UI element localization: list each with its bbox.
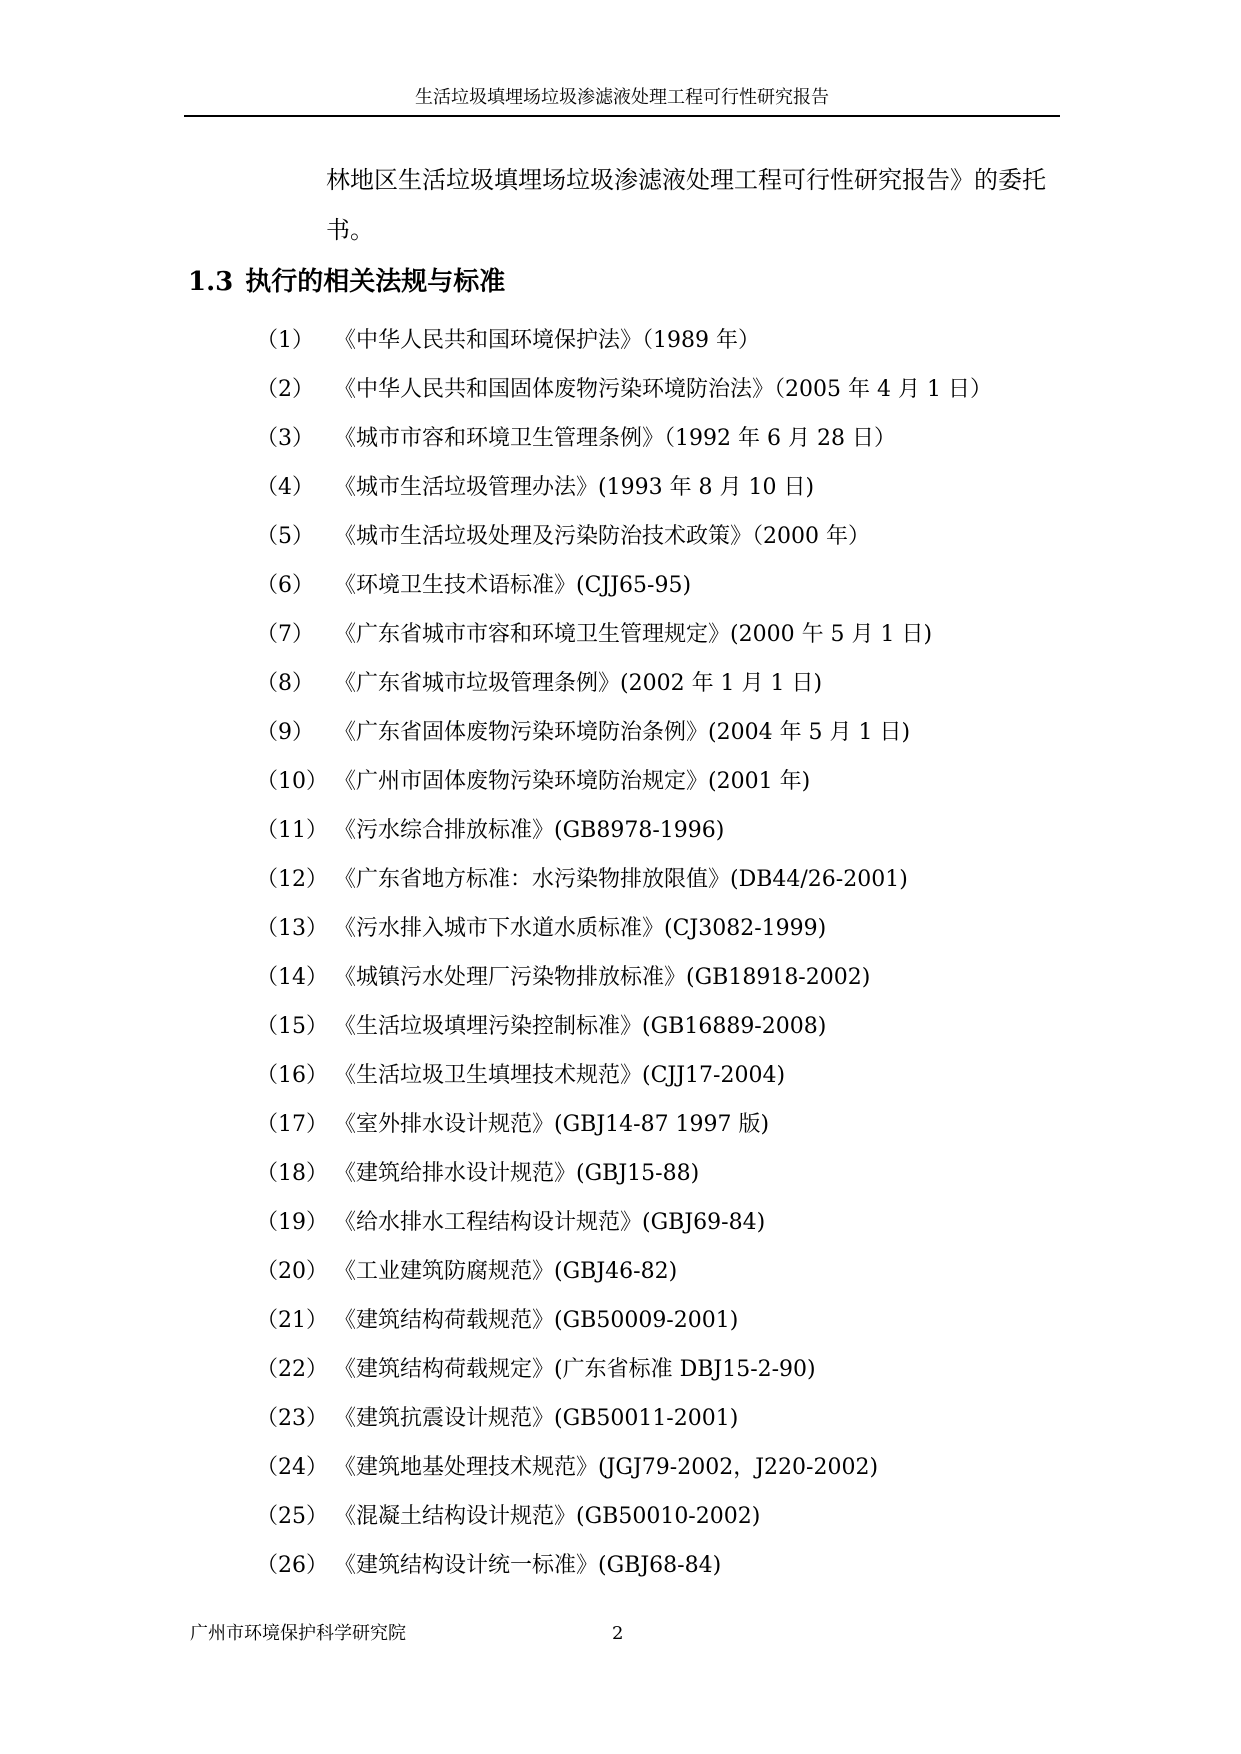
reference-number: （13） [256, 916, 328, 941]
footer-page-number: 2 [612, 1623, 624, 1644]
reference-text: 《城镇污水处理厂污染物排放标准》(GB18918-2002) [334, 965, 871, 990]
reference-text: 《广东省固体废物污染环境防治条例》(2004 年 5 月 1 日) [334, 720, 911, 745]
reference-text: 《建筑结构设计统一标准》(GBJ68-84) [334, 1553, 722, 1578]
reference-item [256, 1051, 992, 1100]
reference-item [256, 561, 992, 610]
reference-number: （5） [256, 524, 314, 549]
header-divider [184, 115, 1060, 117]
reference-item [256, 414, 992, 463]
reference-item [256, 953, 992, 1002]
reference-number: （17） [256, 1112, 328, 1137]
reference-item [256, 610, 992, 659]
reference-number: （7） [256, 622, 314, 647]
reference-item [256, 1149, 992, 1198]
reference-item [256, 757, 992, 806]
reference-item [256, 855, 992, 904]
reference-number: （4） [256, 475, 314, 500]
reference-item [256, 659, 992, 708]
reference-number: （24） [256, 1455, 328, 1480]
reference-number: （10） [256, 769, 328, 794]
reference-text: 《城市生活垃圾处理及污染防治技术政策》（2000 年） [334, 524, 870, 549]
reference-number: （12） [256, 867, 328, 892]
reference-text: 《中华人民共和国固体废物污染环境防治法》（2005 年 4 月 1 日） [334, 377, 992, 402]
reference-number: （1） [256, 328, 314, 353]
reference-text: 《环境卫生技术语标准》(CJJ65-95) [334, 573, 692, 598]
reference-text: 《给水排水工程结构设计规范》(GBJ69-84) [334, 1210, 766, 1235]
reference-item [256, 316, 992, 365]
section-heading [188, 262, 505, 302]
reference-text: 《城市生活垃圾管理办法》(1993 年 8 月 10 日) [334, 475, 815, 500]
reference-item [256, 463, 992, 512]
reference-number: （9） [256, 720, 314, 745]
reference-number: （16） [256, 1063, 328, 1088]
reference-item [256, 1247, 992, 1296]
reference-text: 《生活垃圾填埋污染控制标准》(GB16889-2008) [334, 1014, 827, 1039]
reference-item [256, 1541, 992, 1590]
reference-text: 《混凝土结构设计规范》(GB50010-2002) [334, 1504, 761, 1529]
reference-number: （25） [256, 1504, 328, 1529]
reference-item [256, 512, 992, 561]
reference-number: （23） [256, 1406, 328, 1431]
reference-item [256, 1492, 992, 1541]
reference-number: （15） [256, 1014, 328, 1039]
reference-item [256, 1296, 992, 1345]
reference-item [256, 365, 992, 414]
section-number: 1.3 [188, 267, 234, 297]
reference-text: 《广东省城市市容和环境卫生管理规定》(2000 午 5 月 1 日) [334, 622, 933, 647]
reference-item [256, 806, 992, 855]
section-title: 执行的相关法规与标准 [245, 267, 506, 297]
reference-text: 《建筑结构荷载规范》(GB50009-2001) [334, 1308, 739, 1333]
reference-text: 《污水综合排放标准》(GB8978-1996) [334, 818, 725, 843]
reference-item [256, 1198, 992, 1247]
reference-text: 《建筑结构荷载规定》(广东省标准 DBJ15-2-90) [334, 1357, 816, 1382]
reference-number: （14） [256, 965, 328, 990]
reference-text: 《室外排水设计规范》(GBJ14-87 1997 版) [334, 1112, 770, 1137]
reference-text: 《中华人民共和国环境保护法》（1989 年） [334, 328, 760, 353]
reference-item [256, 1345, 992, 1394]
reference-number: （26） [256, 1553, 328, 1578]
reference-text: 《建筑抗震设计规范》(GB50011-2001) [334, 1406, 739, 1431]
reference-text: 《工业建筑防腐规范》(GBJ46-82) [334, 1259, 678, 1284]
reference-item [256, 1100, 992, 1149]
reference-list [256, 316, 992, 1590]
reference-number: （19） [256, 1210, 328, 1235]
reference-number: （22） [256, 1357, 328, 1382]
reference-item [256, 904, 992, 953]
reference-number: （2） [256, 377, 314, 402]
reference-number: （20） [256, 1259, 328, 1284]
page-header-title: 生活垃圾填埋场垃圾渗滤液处理工程可行性研究报告 [415, 87, 829, 108]
reference-number: （11） [256, 818, 328, 843]
reference-number: （6） [256, 573, 314, 598]
reference-number: （8） [256, 671, 314, 696]
reference-number: （21） [256, 1308, 328, 1333]
reference-text: 《广州市固体废物污染环境防治规定》(2001 年) [334, 769, 811, 794]
reference-number: （3） [256, 426, 314, 451]
reference-number: （18） [256, 1161, 328, 1186]
reference-item [256, 1394, 992, 1443]
reference-text: 《建筑给排水设计规范》(GBJ15-88) [334, 1161, 700, 1186]
reference-item [256, 1443, 992, 1492]
reference-text: 《广东省地方标准：水污染物排放限值》(DB44/26-2001) [334, 867, 908, 892]
reference-text: 《生活垃圾卫生填埋技术规范》(CJJ17-2004) [334, 1063, 786, 1088]
reference-item [256, 1002, 992, 1051]
reference-text: 《城市市容和环境卫生管理条例》（1992 年 6 月 28 日） [334, 426, 896, 451]
reference-text: 《建筑地基处理技术规范》(JGJ79-2002，J220-2002) [334, 1455, 879, 1480]
reference-text: 《污水排入城市下水道水质标准》(CJ3082-1999) [334, 916, 827, 941]
reference-item [256, 708, 992, 757]
footer-organization: 广州市环境保护科学研究院 [190, 1623, 406, 1644]
reference-text: 《广东省城市垃圾管理条例》(2002 年 1 月 1 日) [334, 671, 823, 696]
continued-paragraph: 林地区生活垃圾填埋场垃圾渗滤液处理工程可行性研究报告》的委托书。 [326, 166, 1046, 244]
